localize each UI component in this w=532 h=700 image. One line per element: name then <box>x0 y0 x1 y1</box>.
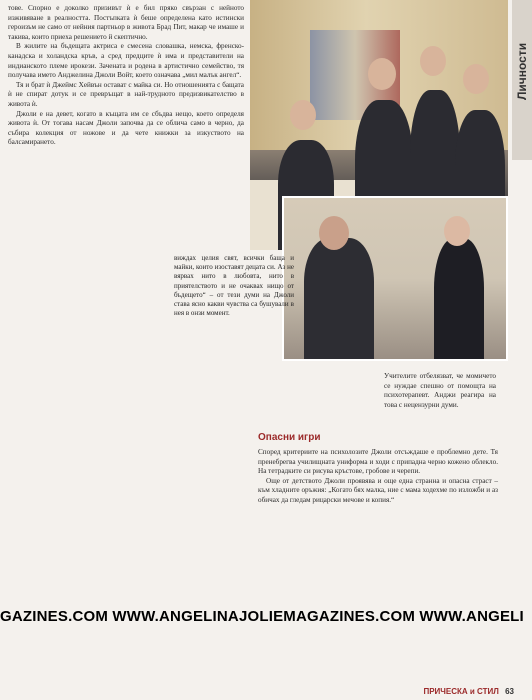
photo-person-head <box>290 100 316 130</box>
article-paragraph: Според критериите на психолозите Джоли отсъждаше е проблемно дете. Тя пренебрегва училищната униформа и ходи с припадна черно кожено облекло. На тетрадките си рисува кръстове, гробове и черепи. <box>258 448 498 476</box>
article-column-right <box>258 448 498 506</box>
article-column-left <box>8 4 244 148</box>
magazine-name: ПРИЧЕСКА и СТИЛ <box>423 687 499 696</box>
article-paragraph: тове. Спорно е доколко призивът ѝ е бил пряко свързан с нейното изживяване в реалността. Постъпката ѝ беше определена като истински героизъм не само от нейния партньор в живота Брад Пит, макар че имаше и такива, които приеха решението й скептично. <box>8 4 244 41</box>
meeting-photo <box>282 196 508 361</box>
photo-person <box>304 238 374 361</box>
photo-person-head <box>368 58 396 90</box>
section-tab <box>512 0 532 160</box>
section-tab-label: Личности <box>515 42 529 100</box>
photo-person-head <box>463 64 489 94</box>
article-paragraph: В жилите на бъдещата актриса е смесена словашка, немска, френско-канадска и холандска кръв, а сред предците ѝ има и представители на индианското племе ирокези. Зачената и родена в артистично семейство, тя получава името Анджелина Джоли Войт, което означава „мил малък ангел“. <box>8 42 244 80</box>
photo-person-head <box>444 216 470 246</box>
article-paragraph: Още от детството Джоли проявява и още една странна и опасна страст – към хладните оръжия: „Когато бях малка, ние с мама ходехме по изложби и аз обичах да гледам рицарски мечове и копия.“ <box>258 476 498 504</box>
watermark-banner: GAZINES.COM WWW.ANGELINAJOLIEMAGAZINES.COM WWW.ANGELI <box>0 608 524 625</box>
pull-quote: виждах целия свят, всички баща и майки, които изоставят децата си. Аз не вярвах нито в любовта, нито в приятелството и не очаквах нищо от бъдещето“ – от тези думи на Джоли става ясно какви чувства са бушували в нея в онзи момент. <box>174 254 294 318</box>
page-number: 63 <box>505 687 514 696</box>
photo-person <box>434 238 484 361</box>
photo-person-head <box>319 216 349 250</box>
section-heading: Опасни игри <box>258 432 321 443</box>
article-paragraph: Джоли е на девет, когато в къщата им се сбъдва нещо, което определя живота ѝ. От тогава насам Джоли започва да се облича само в черно, да събира колекция от ножове и да чете книжки за изкуството на балсамирането. <box>8 109 244 147</box>
article-column-right-top: Учителите отбелязват, че момичето се нуждае спешно от помощта на психотерапевт. Анджи реагира на това с нецензурни думи. <box>384 372 496 409</box>
photo-person-head <box>420 46 446 76</box>
page-footer <box>423 687 514 696</box>
article-paragraph: Тя и брат ѝ Джеймс Хейвън остават с майка си. Но отношенията с бащата ѝ не спират дотук и се превръщат в най-трудното предизвикателство в живота ѝ. <box>8 80 244 108</box>
